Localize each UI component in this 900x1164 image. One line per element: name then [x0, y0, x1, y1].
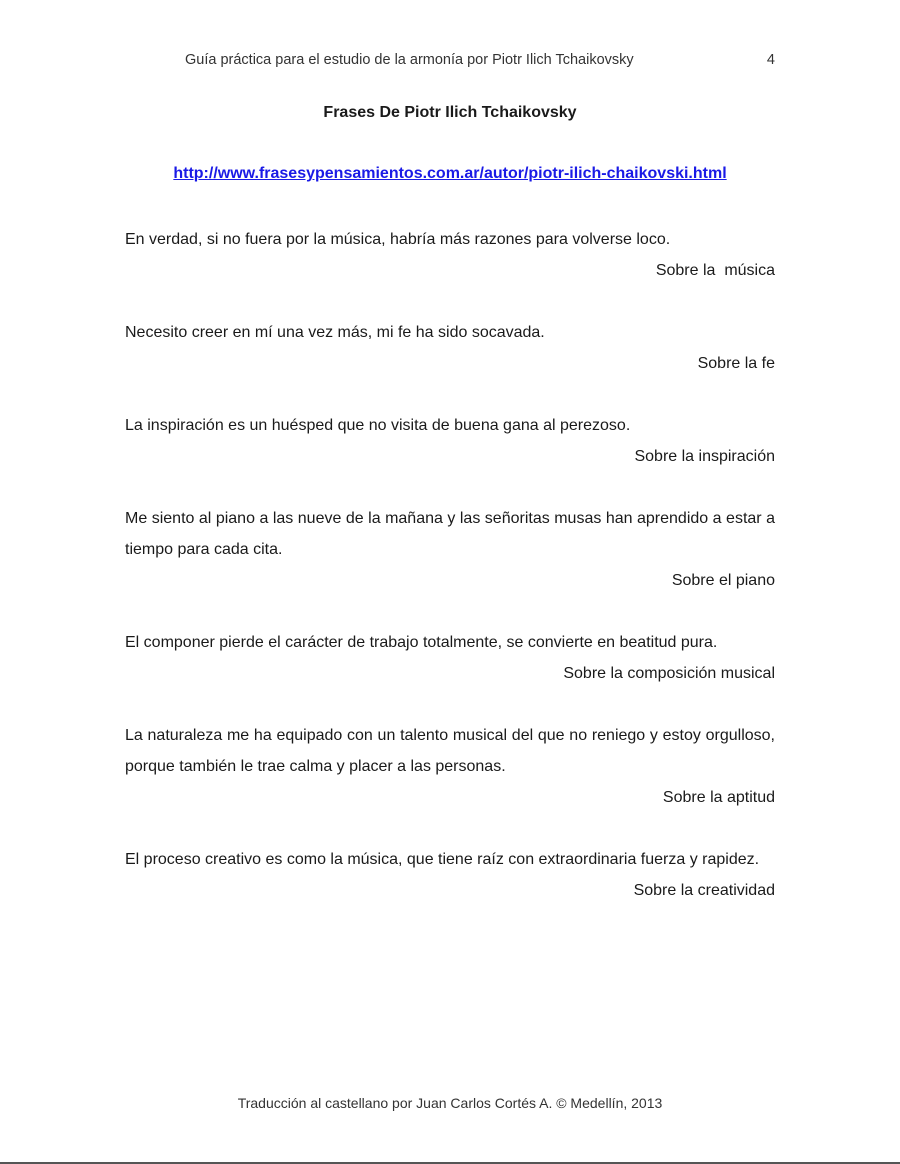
- page-number: 4: [766, 52, 775, 68]
- quote-item: [125, 627, 775, 689]
- quote-item: [125, 224, 775, 286]
- quote-item: [125, 503, 775, 596]
- quote-text: La inspiración es un huésped que no visita de buena gana al perezoso.: [125, 417, 631, 434]
- quote-text: Me siento al piano a las nueve de la mañana y las señoritas musas han aprendido a estar a tiempo para cada cita.: [125, 510, 775, 558]
- running-header-title: Guía práctica para el estudio de la armonía por Piotr Ilich Tchaikovsky: [185, 52, 634, 68]
- quote-item: [125, 410, 775, 472]
- quote-list: [125, 224, 775, 937]
- quote-topic: Sobre la inspiración: [634, 448, 775, 465]
- quote-text: En verdad, si no fuera por la música, habría más razones para volverse loco.: [125, 231, 671, 248]
- quote-topic: Sobre la creatividad: [633, 882, 775, 899]
- quote-item: [125, 317, 775, 379]
- quote-item: [125, 720, 775, 813]
- quote-text: El componer pierde el carácter de trabajo totalmente, se convierte en beatitud pura.: [125, 634, 718, 651]
- quote-topic: Sobre la música: [655, 262, 775, 279]
- quote-topic: Sobre la aptitud: [662, 789, 775, 806]
- quote-text: La naturaleza me ha equipado con un talento musical del que no reniego y estoy orgulloso, porque también le trae calma y placer a las personas.: [125, 727, 775, 775]
- page-footer: Traducción al castellano por Juan Carlos Cortés A. © Medellín, 2013: [237, 1095, 663, 1111]
- quote-text: El proceso creativo es como la música, que tiene raíz con extraordinaria fuerza y rapidez.: [125, 851, 760, 868]
- page-heading: Frases De Piotr Ilich Tchaikovsky: [323, 104, 577, 121]
- quote-topic: Sobre la composición musical: [563, 665, 775, 682]
- quote-topic: Sobre la fe: [697, 355, 775, 372]
- source-link[interactable]: http://www.frasesypensamientos.com.ar/autor/piotr-ilich-chaikovski.html: [173, 165, 727, 182]
- quote-item: [125, 844, 775, 906]
- quote-topic: Sobre el piano: [671, 572, 775, 589]
- quote-text: Necesito creer en mí una vez más, mi fe ha sido socavada.: [125, 324, 545, 341]
